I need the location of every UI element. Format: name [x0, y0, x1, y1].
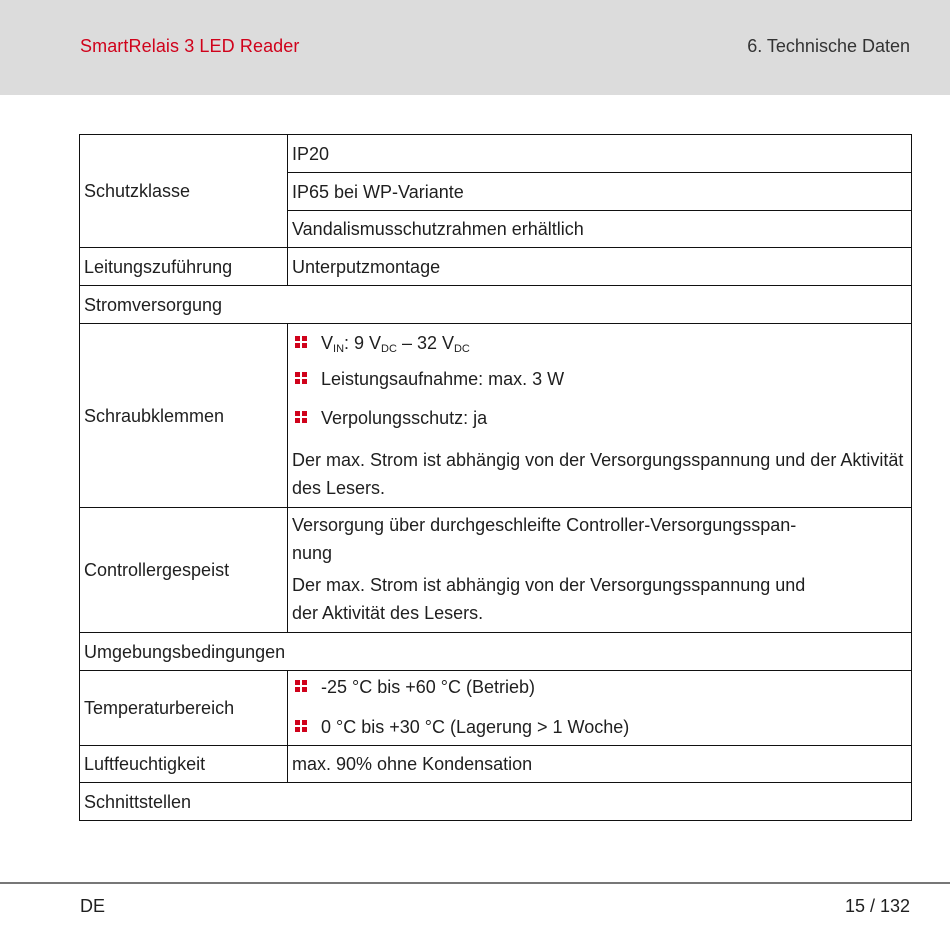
list-item	[292, 715, 907, 739]
table-row	[80, 746, 912, 783]
table-row	[80, 633, 912, 671]
list-item	[292, 331, 907, 367]
table-row	[80, 671, 912, 746]
bullet-text: Verpolungsschutz: ja	[321, 408, 488, 428]
footer-language: DE	[80, 896, 106, 916]
cell-vandalismus: Vandalismusschutzrahmen erhältlich	[288, 211, 912, 248]
row-label-luft: Luftfeuchtigkeit	[80, 746, 288, 783]
table-row	[80, 783, 912, 821]
cell-leitung-value: Unterputzmontage	[288, 248, 912, 286]
supply-text-line: nung	[292, 543, 333, 563]
page-header	[0, 0, 950, 95]
bullet-text: Leistungsaufnahme: max. 3 W	[321, 369, 565, 389]
footer-divider	[0, 882, 950, 884]
section-row-schnittstellen: Schnittstellen	[80, 783, 912, 821]
row-label-schutzklasse: Schutzklasse	[80, 135, 288, 248]
list-item	[292, 675, 907, 715]
cell-ip20: IP20	[288, 135, 912, 173]
table-row	[80, 508, 912, 633]
red-square-bullet-icon	[295, 372, 307, 384]
table-row	[80, 324, 912, 508]
technical-data-table	[79, 134, 912, 821]
voltage-min: : 9 V	[344, 333, 382, 353]
list-item	[292, 367, 907, 406]
table-row	[80, 135, 912, 173]
table-row	[80, 286, 912, 324]
voltage-sub-dc: DC	[453, 343, 470, 355]
cell-controller	[288, 508, 912, 633]
red-square-bullet-icon	[295, 336, 307, 348]
voltage-symbol: V	[321, 333, 334, 353]
section-title: 6. Technische Daten	[747, 36, 910, 56]
row-label-temperatur: Temperaturbereich	[80, 671, 288, 746]
cell-schraubklemmen	[288, 324, 912, 508]
page-number: 15 / 132	[844, 896, 910, 916]
row-label-schraubklemmen: Schraubklemmen	[80, 324, 288, 508]
section-row-stromversorgung: Stromversorgung	[80, 286, 912, 324]
red-square-bullet-icon	[295, 680, 307, 692]
red-square-bullet-icon	[295, 720, 307, 732]
voltage-sub-dc: DC	[381, 343, 397, 355]
document-title: SmartRelais 3 LED Reader	[80, 36, 300, 56]
note-text-line: Der max. Strom ist abhängig von der Versorgungsspannung und	[292, 575, 806, 595]
cell-temperatur	[288, 671, 912, 746]
table-row	[80, 248, 912, 286]
cell-luft-value: max. 90% ohne Kondensation	[288, 746, 912, 783]
voltage-max: – 32 V	[396, 333, 454, 353]
bullet-text: 0 °C bis +30 °C (Lagerung > 1 Woche)	[321, 717, 630, 737]
bullet-text: -25 °C bis +60 °C (Betrieb)	[321, 677, 535, 697]
list-item	[292, 406, 907, 446]
red-square-bullet-icon	[295, 411, 307, 423]
voltage-sub-in: IN	[333, 343, 345, 355]
note-text: Der max. Strom ist abhängig von der Versorgungsspannung und der Aktivität des Lesers.	[292, 450, 904, 498]
supply-text-line: Versorgung über durchgeschleifte Controller-Versorgungsspan-	[292, 515, 797, 535]
note-text-line: der Aktivität des Lesers.	[292, 603, 484, 623]
section-row-umgebung: Umgebungsbedingungen	[80, 633, 912, 671]
row-label-controller: Controllergespeist	[80, 508, 288, 633]
row-label-leitung: Leitungszuführung	[80, 248, 288, 286]
cell-ip65: IP65 bei WP-Variante	[288, 173, 912, 211]
